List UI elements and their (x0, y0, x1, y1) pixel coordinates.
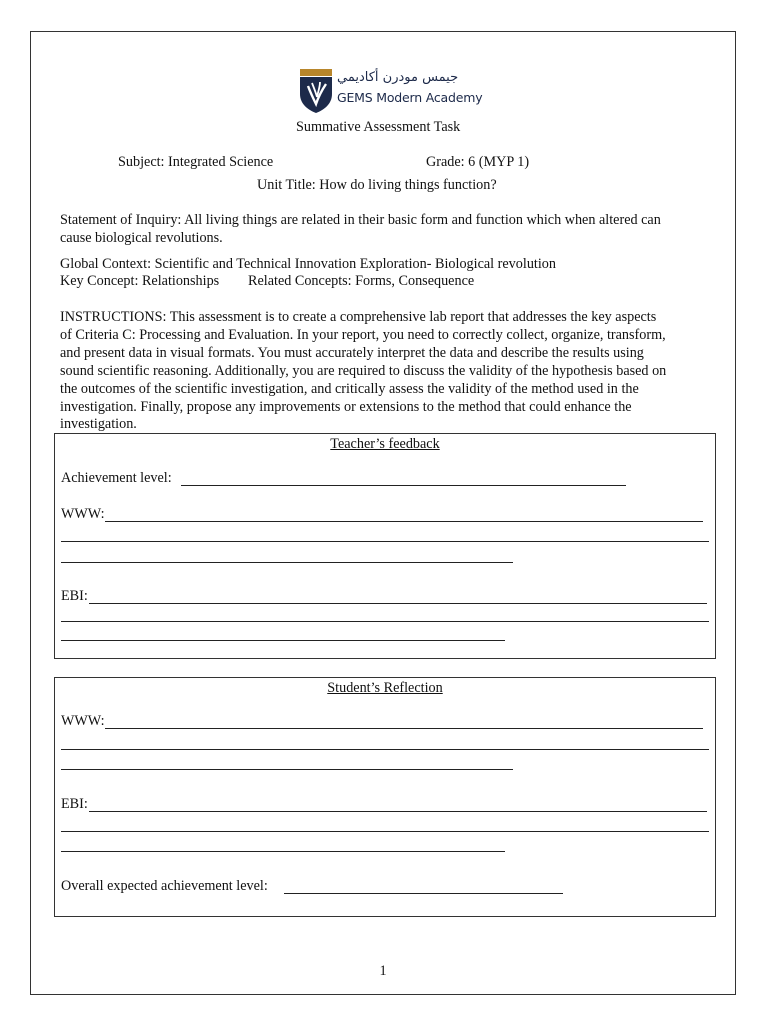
teacher-ebi-label: EBI: (61, 588, 88, 604)
logo-arabic-text: جيمس مودرن أكاديمي (337, 70, 459, 85)
teacher-ebi-field-line2[interactable] (61, 621, 709, 622)
achievement-level-label: Achievement level: (61, 470, 172, 486)
teacher-www-field[interactable] (105, 521, 703, 522)
subject-text: Subject: Integrated Science (118, 154, 274, 170)
teacher-www-label: WWW: (61, 506, 105, 522)
key-concept: Key Concept: Relationships (60, 273, 220, 289)
instructions-line: INSTRUCTIONS: This assessment is to create a comprehensive lab report that addresses the key aspects (60, 309, 657, 325)
teacher-ebi-field-line3[interactable] (61, 640, 505, 641)
related-concepts: Related Concepts: Forms, Consequence (248, 273, 475, 289)
statement-of-inquiry-line2: cause biological revolutions. (60, 230, 223, 246)
global-context: Global Context: Scientific and Technical Innovation Exploration- Biological revolution (60, 256, 556, 272)
student-www-field[interactable] (105, 728, 703, 729)
grade-text: Grade: 6 (MYP 1) (426, 154, 530, 170)
gems-logo (299, 68, 489, 114)
unit-title: Unit Title: How do living things function? (257, 177, 497, 193)
statement-of-inquiry-line1: Statement of Inquiry: All living things are related in their basic form and function which when altered can (60, 212, 661, 228)
teacher-feedback-title: Teacher’s feedback (330, 436, 440, 452)
instructions-line: of Criteria C: Processing and Evaluation. In your report, you need to correctly collect, organize, transform, (60, 327, 666, 343)
teacher-feedback-box (54, 433, 716, 659)
teacher-www-field-line3[interactable] (61, 562, 513, 563)
task-title: Summative Assessment Task (296, 119, 461, 135)
student-ebi-field-line2[interactable] (61, 831, 709, 832)
instructions-line: sound scientific reasoning. Additionally, you are required to discuss the validity of the hypothesis based on (60, 363, 667, 379)
student-ebi-field[interactable] (89, 811, 707, 812)
student-reflection-title: Student’s Reflection (327, 680, 443, 696)
teacher-www-field-line2[interactable] (61, 541, 709, 542)
page-number: 1 (379, 963, 387, 979)
instructions-line: investigation. (60, 416, 137, 432)
student-www-field-line2[interactable] (61, 749, 709, 750)
logo-english-text: GEMS Modern Academy (337, 90, 483, 105)
student-ebi-label: EBI: (61, 796, 88, 812)
student-reflection-box (54, 677, 716, 917)
student-www-label: WWW: (61, 713, 105, 729)
instructions-line: investigation. Finally, propose any improvements or extensions to the method that could enhance the (60, 399, 632, 415)
overall-achievement-field[interactable] (284, 893, 563, 894)
overall-achievement-label: Overall expected achievement level: (61, 878, 268, 894)
student-www-field-line3[interactable] (61, 769, 513, 770)
instructions-line: and present data in visual formats. You must accurately interpret the data and describe the results using (60, 345, 644, 361)
achievement-level-field[interactable] (181, 485, 626, 486)
document-page (30, 31, 736, 995)
shield-icon (299, 68, 333, 114)
instructions-line: the outcomes of the scientific investigation, and critically assess the validity of the method used in the (60, 381, 639, 397)
student-ebi-field-line3[interactable] (61, 851, 505, 852)
teacher-ebi-field[interactable] (89, 603, 707, 604)
